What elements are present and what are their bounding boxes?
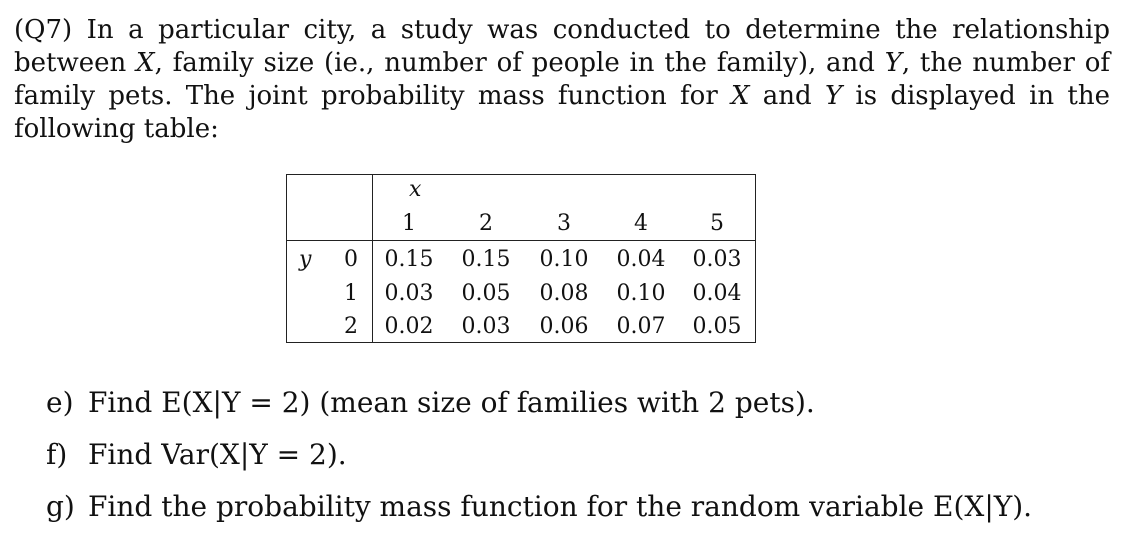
question-text: Find the probability mass function for the random variable E(X|Y).	[88, 490, 1033, 523]
question-letter: e)	[46, 386, 74, 419]
table-cell: 0.10	[539, 247, 589, 272]
question-letter: g)	[46, 490, 75, 523]
y-header-2: 2	[344, 314, 358, 339]
table-cell: 0.05	[461, 281, 511, 306]
table-cell: 0.07	[616, 314, 666, 339]
intro-text-2: , family size (ie., number of people in the family), and	[154, 48, 885, 78]
table-cell: 0.03	[692, 247, 742, 272]
table-cell: 0.15	[461, 247, 511, 272]
joint-pmf-table	[286, 174, 756, 343]
table-cell: 0.06	[539, 314, 589, 339]
question-f	[46, 438, 347, 471]
table-cell: 0.03	[461, 314, 511, 339]
question-e	[46, 386, 815, 419]
intro-text-1: (Q7) In a particular city, a study was conducted to determine the relationship between	[14, 15, 1110, 78]
y-header-0: 0	[344, 247, 358, 272]
question-text: Find Var(X|Y = 2).	[88, 438, 347, 471]
y-variable-label: y	[299, 247, 312, 272]
problem-intro	[14, 14, 1110, 146]
table-cell: 0.03	[384, 281, 434, 306]
x-header-3: 3	[557, 211, 571, 236]
x-header-2: 2	[479, 211, 493, 236]
question-text: Find E(X|Y = 2) (mean size of families with 2 pets).	[88, 386, 815, 419]
table-vertical-divider	[372, 175, 373, 342]
var-x: X	[136, 48, 155, 78]
x-header-1: 1	[402, 211, 416, 236]
intro-paragraph	[14, 14, 1110, 146]
table-cell: 0.08	[539, 281, 589, 306]
intro-text-3: , the number of family pets. The joint probability mass function for	[14, 48, 1110, 111]
x-header-4: 4	[634, 211, 648, 236]
table-cell: 0.04	[692, 281, 742, 306]
x-variable-label: x	[409, 177, 422, 202]
table-cell: 0.15	[384, 247, 434, 272]
var-y: Y	[884, 48, 902, 78]
table-horizontal-divider	[287, 240, 755, 241]
y-header-1: 1	[344, 281, 358, 306]
table-cell: 0.04	[616, 247, 666, 272]
question-g	[46, 490, 1032, 523]
intro-text-5: is displayed in the following table:	[14, 81, 1110, 144]
table-cell: 0.05	[692, 314, 742, 339]
var-y-2: Y	[824, 81, 843, 111]
intro-text-4: and	[749, 81, 825, 111]
question-letter: f)	[46, 438, 68, 471]
table-cell: 0.10	[616, 281, 666, 306]
table-cell: 0.02	[384, 314, 434, 339]
x-header-5: 5	[710, 211, 724, 236]
var-x-2: X	[731, 81, 750, 111]
